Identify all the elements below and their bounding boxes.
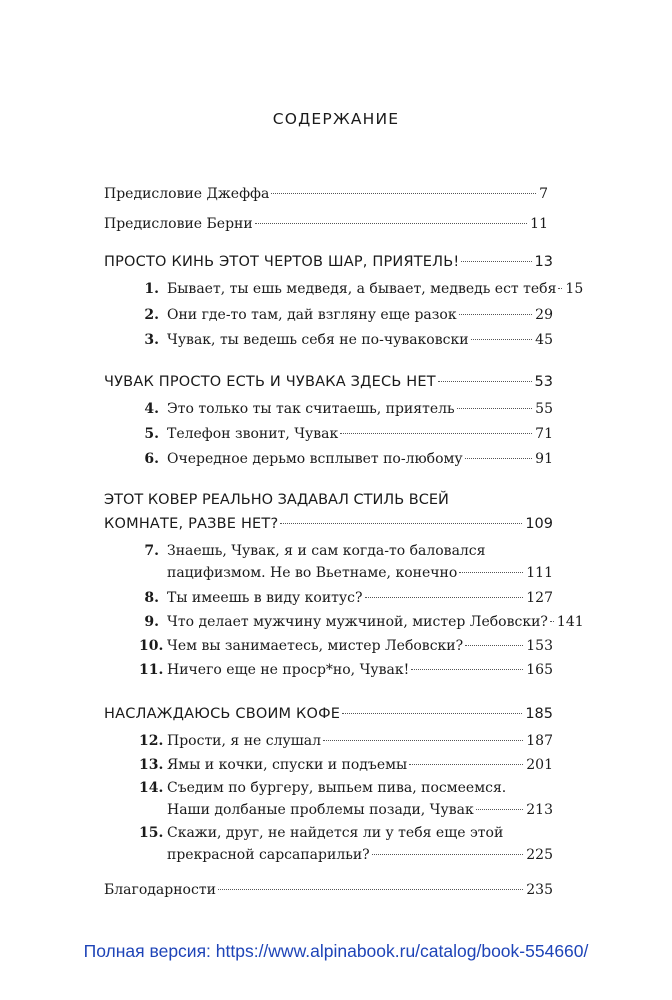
toc-chapter-13[interactable] [139,755,553,775]
toc-page-number: 11 [530,216,548,232]
toc-part-title: НАСЛАЖДАЮСЬ СВОИМ КОФЕ [104,706,341,722]
page-title: СОДЕРЖАНИЕ [272,110,400,128]
toc-chapter-1[interactable] [144,279,584,299]
chapter-number: 2. [144,307,159,323]
toc-chapter-5[interactable] [144,424,553,444]
toc-page-number: 213 [526,802,553,818]
dot-leader [218,889,523,890]
toc-page-number: 127 [526,590,553,606]
dot-leader [459,572,523,573]
dot-leader [340,433,532,434]
toc-chapter-4[interactable] [144,399,553,419]
dot-leader [342,713,522,714]
toc-chapter-2[interactable] [144,305,553,325]
toc-entry-title: Чувак, ты ведешь себя не по-чуваковски [167,332,469,348]
dot-leader [271,193,536,194]
toc-chapter-7-line1 [144,541,486,561]
toc-chapter-8[interactable] [144,588,553,608]
toc-entry-title: Ямы и кочки, спуски и подъемы [167,757,408,773]
toc-part-1[interactable] [104,252,553,272]
chapter-number: 3. [144,332,159,348]
toc-entry-title: Ничего еще не проср*но, Чувак! [167,662,410,678]
chapter-number: 11. [139,662,164,678]
toc-entry-title: Благодарности [104,882,216,898]
toc-part-title: КОМНАТЕ, РАЗВЕ НЕТ? [104,516,279,532]
chapter-number: 15. [139,825,164,841]
toc-chapter-11[interactable] [139,660,553,680]
toc-page-number: 187 [526,733,553,749]
toc-entry-title: Ты имеешь в виду коитус? [167,590,363,606]
toc-page-number: 165 [526,662,553,678]
toc-entry-title: Очередное дерьмо всплывет по-любому [167,451,463,467]
toc-entry-title: Прости, я не слушал [167,733,321,749]
chapter-number: 13. [139,757,164,773]
toc-part-title: ПРОСТО КИНЬ ЭТОТ ЧЕРТОВ ШАР, ПРИЯТЕЛЬ! [104,254,460,270]
toc-entry-title: Чем вы занимаетесь, мистер Лебовски? [167,638,464,654]
toc-entry-preface-jeff[interactable] [104,184,548,204]
dot-leader [409,764,523,765]
toc-page-number: 15 [565,281,584,297]
toc-entry-title-line1: Скажи, друг, не найдется ли у тебя еще этой [167,825,504,841]
toc-page-number: 111 [526,565,553,581]
toc-page-number: 91 [535,451,553,467]
toc-entry-title-line1: Съедим по бургеру, выпьем пива, посмеемся. [167,780,507,796]
chapter-number: 10. [139,638,164,654]
toc-part-3-line1: ЭТОТ КОВЕР РЕАЛЬНО ЗАДАВАЛ СТИЛЬ ВСЕЙ [104,492,449,508]
toc-page-number: 29 [535,307,553,323]
toc-page-number: 141 [556,614,584,630]
toc-chapter-15[interactable] [167,845,553,865]
chapter-number: 4. [144,401,159,417]
dot-leader [457,408,533,409]
toc-page-number: 153 [526,638,553,654]
toc-entry-title: Что делает мужчину мужчиной, мистер Лебовски? [167,614,548,630]
toc-entry-title: пацифизмом. Не во Вьетнаме, конечно [167,565,458,581]
toc-page-number: 185 [525,706,553,722]
toc-entry-title: Предисловие Джеффа [104,186,270,202]
toc-chapter-10[interactable] [139,636,553,656]
dot-leader [280,523,522,524]
dot-leader [471,339,533,340]
toc-page-number: 109 [525,516,553,532]
chapter-number: 8. [144,590,159,606]
toc-page-number: 201 [526,757,553,773]
toc-page-number: 45 [535,332,553,348]
toc-chapter-6[interactable] [144,449,553,469]
full-version-link[interactable]: Полная версия: https://www.alpinabook.ru/catalog/book-554660/ [83,941,589,961]
toc-entry-title: Это только ты так считаешь, приятель [167,401,455,417]
toc-page-number: 55 [535,401,553,417]
dot-leader [558,288,562,289]
toc-chapter-9[interactable] [144,612,584,632]
chapter-number: 5. [144,426,159,442]
dot-leader [459,314,533,315]
toc-chapter-3[interactable] [144,330,553,350]
toc-page-number: 235 [526,882,553,898]
toc-chapter-14-line1 [139,778,507,798]
chapter-number: 14. [139,780,164,796]
dot-leader [411,669,523,670]
toc-entry-title: прекрасной сарсапарильи? [167,847,370,863]
toc-part-2[interactable] [104,372,553,392]
toc-chapter-12[interactable] [139,731,553,751]
toc-part-title: ЧУВАК ПРОСТО ЕСТЬ И ЧУВАКА ЗДЕСЬ НЕТ [104,374,436,390]
dot-leader [476,809,524,810]
chapter-number: 12. [139,733,164,749]
chapter-number: 7. [144,543,159,559]
toc-entry-title: Телефон звонит, Чувак [167,426,339,442]
toc-page-number: 53 [534,374,553,390]
chapter-number: 9. [144,614,159,630]
dot-leader [365,597,524,598]
toc-entry-preface-bernie[interactable] [104,214,548,234]
toc-page-number: 225 [526,847,553,863]
toc-entry-acknowledgements[interactable] [104,880,553,900]
dot-leader [323,740,523,741]
toc-chapter-7[interactable] [167,563,553,583]
toc-page-number: 13 [534,254,553,270]
toc-chapter-14[interactable] [167,800,553,820]
dot-leader [438,381,532,382]
toc-entry-title-line1: Знаешь, Чувак, я и сам когда-то баловался [167,543,486,559]
toc-entry-title: Наши долбаные проблемы позади, Чувак [167,802,474,818]
toc-chapter-15-line1 [139,823,504,843]
toc-part-4[interactable] [104,704,553,724]
chapter-number: 6. [144,451,159,467]
dot-leader [465,645,523,646]
dot-leader [255,223,527,224]
toc-page-number: 7 [539,186,548,202]
toc-entry-title: Бывает, ты ешь медведя, а бывает, медведь ест тебя [167,281,557,297]
toc-entry-title: Они где-то там, дай взгляну еще разок [167,307,457,323]
toc-entry-title: Предисловие Берни [104,216,253,232]
dot-leader [550,621,554,622]
dot-leader [461,261,531,262]
chapter-number: 1. [144,281,159,297]
toc-part-3[interactable] [104,514,553,534]
dot-leader [465,458,533,459]
toc-page-number: 71 [535,426,553,442]
dot-leader [372,854,524,855]
